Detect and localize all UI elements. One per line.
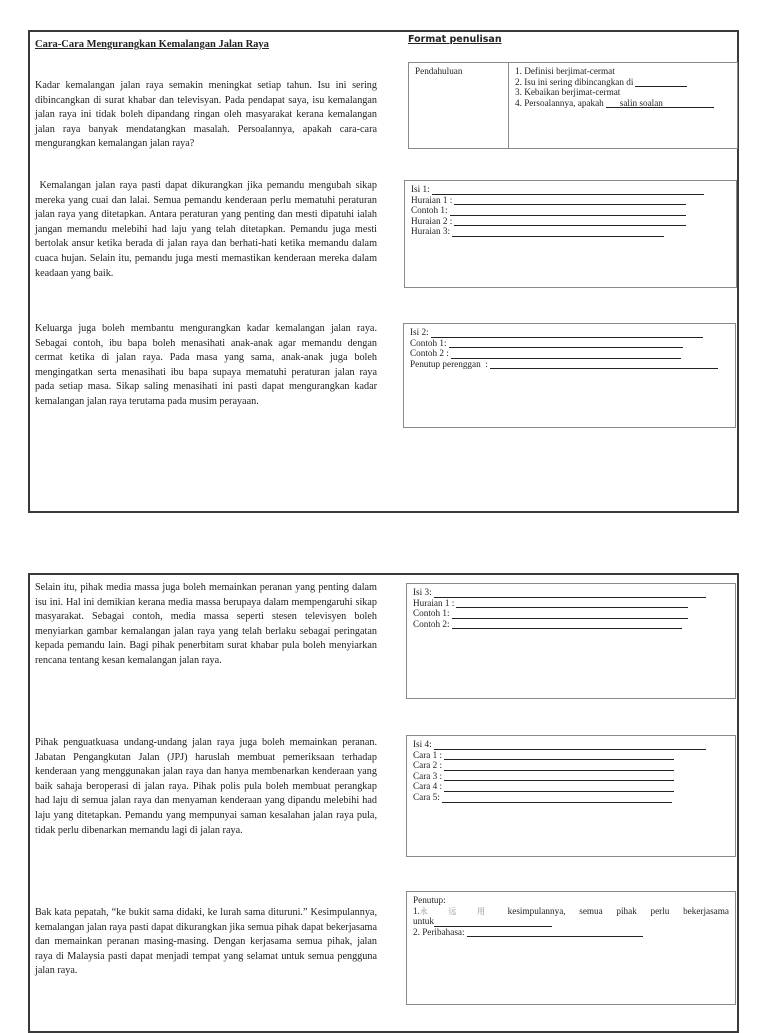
- intro-item: 4. Persoalannya, apakah salin soalan: [515, 98, 731, 109]
- page-frame-2: [28, 573, 739, 1033]
- form-row: Contoh 2 :: [410, 348, 729, 359]
- blank-line[interactable]: [442, 794, 672, 803]
- blank-line[interactable]: [444, 783, 674, 792]
- blank-line[interactable]: [450, 207, 686, 216]
- form-row: Cara 2 :: [413, 760, 729, 771]
- blank-line[interactable]: [434, 741, 706, 750]
- form-row: Huraian 3:: [411, 226, 730, 237]
- form-row: Huraian 1 :: [413, 598, 729, 609]
- blank-line[interactable]: [606, 99, 714, 108]
- form-row: 2. Peribahasa:: [413, 927, 729, 938]
- form-row: Isi 1:: [411, 184, 730, 195]
- intro-label-cell: [409, 63, 509, 148]
- paragraph-isi-2: Keluarga juga boleh membantu mengurangkan kadar kemalangan jalan raya. Sebagai contoh, ibu bapa boleh menasihati anak-anak agar memandu dengan cermat ketika di jalan raya. Pada masa yang sama, anak-anak juga boleh mengingatkan serta menasihati ibu bapa supaya mematuhi peraturan jalan raya pada setiap masa. Sikap saling menasihati ini pasti dapat mengurangkan kadar kemalangan jalan raya terutama pada musim perayaan.: [35, 323, 377, 407]
- blank-line[interactable]: [454, 217, 686, 226]
- penutup-line-1: 1.永 远 用 kesimpulannya, semua pihak perlu bekerjasama: [413, 905, 729, 916]
- blank-line[interactable]: [449, 339, 683, 348]
- isi-4-box: [406, 735, 736, 857]
- paragraph-intro: Kadar kemalangan jalan raya semakin meningkat setiap tahun. Isu ini sering dibincangkan di surat khabar dan televisyan. Pada pendapat saya, isu kemalangan jalan raya ini tidak boleh dipandang ringan oleh masyarakat kerana kemalangan jalan raya banyak mendatangkan masalah. Persoalannya, apakah cara-cara mengurangkan kemalangan jalan raya?: [35, 80, 377, 150]
- blank-line[interactable]: [454, 196, 686, 205]
- blank-line[interactable]: [452, 620, 682, 629]
- cjk-glyphs: 永 远 用: [419, 906, 494, 916]
- document-title: Cara-Cara Mengurangkan Kemalangan Jalan Raya: [35, 39, 269, 50]
- form-row: Isi 4:: [413, 739, 729, 750]
- form-row: Cara 3 :: [413, 771, 729, 782]
- blank-line[interactable]: [444, 751, 674, 760]
- blank-line[interactable]: [452, 610, 688, 619]
- blank-line[interactable]: [452, 228, 664, 237]
- form-row: Contoh 1:: [413, 608, 729, 619]
- isi-3-box: [406, 583, 736, 699]
- intro-format-table: [408, 62, 738, 149]
- form-row: Isi 2:: [410, 327, 729, 338]
- form-row: Isi 3:: [413, 587, 729, 598]
- form-row: untuk: [413, 916, 729, 927]
- form-row: Huraian 1 :: [411, 195, 730, 206]
- isi-1-box: [404, 180, 737, 288]
- paragraph-isi-4: Pihak penguatkuasa undang-undang jalan raya juga boleh memainkan peranan. Jabatan Pengangkutan Jalan (JPJ) haruslah membuat pemeriksaan terhadap kenderaan yang menggunakan jalan raya dan hanya membenarkan kenderaan yang baik sahaja beroperasi di jalan raya. Pihak polis pula boleh membuat perangkap had laju di semua jalan raya dan menyaman kenderaan yang dipandu melebihi had laju yang ditetapkan. Pemandu yang mempunyai saman kesalahan jalan raya pula, tidak perlu dibenarkan memandu lagi di jalan raya.: [35, 737, 377, 836]
- paragraph-isi-1: Kemalangan jalan raya pasti dapat dikurangkan jika pemandu mengubah sikap mereka yang cuai dan lalai. Semua pemandu kenderaan perlu mematuhi peraturan jalan raya yang ditetapkan. Antara peraturan yang penting dan mesti dipatuhi ialah jangan memandu melebihi had laju yang telah ditetapkan. Pemandu juga mesti bertolak ansur ketika berada di jalan raya dan berhati-hati ketika memandu dalam cuaca hujan. Selain itu, pemandu juga mesti memastikan kenderaan mereka dalam keadaan yang baik.: [35, 180, 377, 279]
- blank-line[interactable]: [451, 350, 681, 359]
- blank-line[interactable]: [467, 928, 643, 937]
- form-row: Contoh 1:: [411, 205, 730, 216]
- paragraph-penutup: Bak kata pepatah, “ke bukit sama didaki, ke lurah sama dituruni.” Kesimpulannya, kemalangan jalan raya pasti dapat dikurangkan jika semua pihak dapat bekerjasama dan memainkan peranan masing-masing. Dengan kerjasama semua pihak, jalan raya di Malaysia pasti dapat menjadi tempat yang selamat untuk semua pengguna jalan raya.: [35, 907, 377, 977]
- form-row: Cara 1 :: [413, 750, 729, 761]
- form-row: Cara 4 :: [413, 781, 729, 792]
- blank-line[interactable]: [431, 329, 703, 338]
- form-row: Contoh 2:: [413, 619, 729, 630]
- blank-line[interactable]: [635, 78, 687, 87]
- blank-line[interactable]: [490, 360, 718, 369]
- paragraph-isi-3: Selain itu, pihak media massa juga boleh memainkan peranan yang penting dalam isu ini. Hal ini demikian kerana media massa berupaya dalam mempengaruhi sikap masyarakat. Sebagai contoh, media massa seperti stesen televisyen boleh menyiarkan gambar kemalangan jalan raya yang telah berlaku sebagai peringatan kepada pemandu lain. Bagi pihak penerbitam surat khabar pula boleh menyiarkan rencana tentang kesan kemalangan jalan raya.: [35, 582, 377, 666]
- format-title: Format penulisan: [408, 34, 502, 45]
- blank-line[interactable]: [444, 772, 674, 781]
- form-row: Penutup perenggan :: [410, 359, 729, 370]
- penutup-heading: Penutup:: [413, 895, 446, 905]
- intro-label: Pendahuluan: [415, 66, 463, 76]
- form-row: Huraian 2 :: [411, 216, 730, 227]
- isi-2-box: [403, 323, 736, 428]
- blank-line[interactable]: [456, 599, 688, 608]
- penutup-box: [406, 891, 736, 1005]
- blank-line[interactable]: [444, 762, 674, 771]
- page-frame-1: [28, 30, 739, 513]
- intro-item: 3. Kebaikan berjimat-cermat: [515, 87, 621, 98]
- intro-item: 1. Definisi berjimat-cermat: [515, 66, 615, 76]
- blank-line[interactable]: [434, 589, 706, 598]
- form-row: Cara 5:: [413, 792, 729, 803]
- intro-items-cell: [509, 63, 737, 148]
- fill-hint: salin soalan: [619, 97, 663, 108]
- blank-line[interactable]: [434, 918, 552, 927]
- intro-item: 2. Isu ini sering dibincangkan di: [515, 77, 731, 88]
- blank-line[interactable]: [432, 186, 704, 195]
- form-row: Contoh 1:: [410, 338, 729, 349]
